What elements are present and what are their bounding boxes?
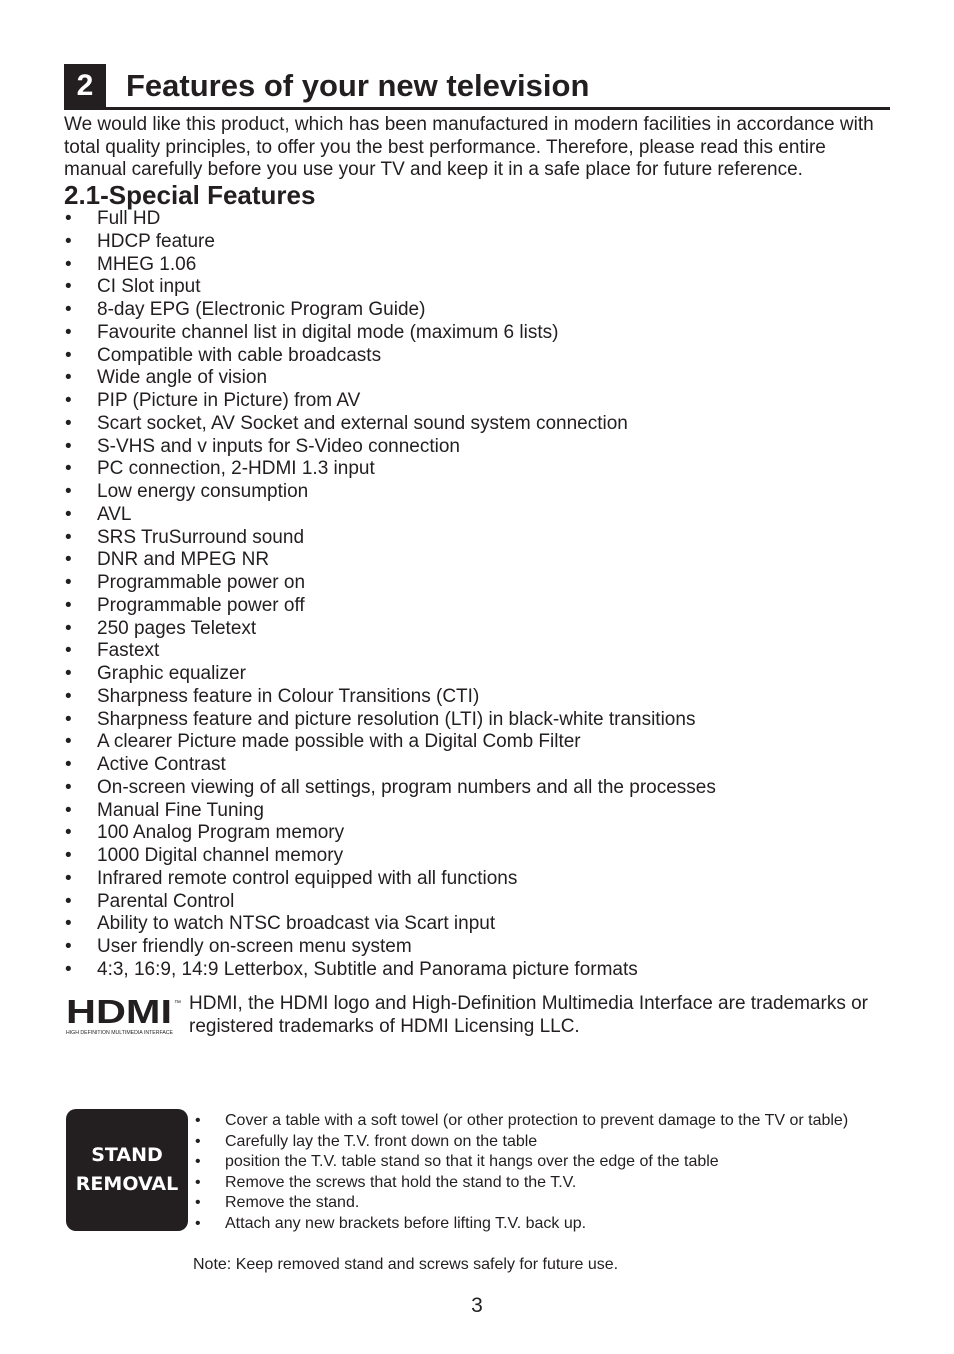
hdmi-logo xyxy=(66,996,182,1036)
bullet-icon: • xyxy=(65,958,72,980)
bullet-icon: • xyxy=(65,731,72,753)
bullet-icon: • xyxy=(65,890,72,912)
feature-item xyxy=(64,390,716,413)
bullet-icon: • xyxy=(65,412,72,434)
feature-item-text: 8-day EPG (Electronic Program Guide) xyxy=(97,299,426,320)
bullet-icon: • xyxy=(65,503,72,525)
stand-removal-step xyxy=(193,1152,883,1173)
feature-item xyxy=(64,254,716,277)
feature-item xyxy=(64,276,716,299)
page-number: 3 xyxy=(471,1294,483,1317)
stand-removal-step-text: Attach any new brackets before lifting T.V. back up. xyxy=(225,1214,587,1232)
bullet-icon: • xyxy=(65,481,72,502)
stand-removal-step-text: Cover a table with a soft towel (or other protection to prevent damage to the TV or table) xyxy=(225,1112,849,1129)
feature-item xyxy=(64,299,716,322)
stand-removal-step xyxy=(193,1132,883,1153)
stand-removal-badge xyxy=(66,1109,188,1231)
feature-item xyxy=(64,458,716,481)
bullet-icon: • xyxy=(65,572,72,593)
feature-item-text: Programmable power off xyxy=(97,594,305,616)
feature-item-text: Fastext xyxy=(97,640,160,662)
bullet-icon: • xyxy=(65,754,72,775)
feature-item-text: User friendly on-screen menu system xyxy=(97,936,412,957)
section-number: 2 xyxy=(64,64,106,108)
bullet-icon: • xyxy=(65,253,72,275)
bullet-icon: • xyxy=(65,867,72,889)
bullet-icon: • xyxy=(65,594,72,616)
feature-item xyxy=(64,595,716,618)
bullet-icon: • xyxy=(65,321,72,343)
feature-item xyxy=(64,686,716,709)
stand-removal-steps xyxy=(193,1111,883,1234)
feature-item xyxy=(64,936,716,959)
stand-removal-step xyxy=(193,1193,883,1214)
feature-item-text: MHEG 1.06 xyxy=(97,253,197,275)
bullet-icon: • xyxy=(65,458,72,480)
feature-item-text: A clearer Picture made possible with a Digital Comb Filter xyxy=(97,731,581,753)
bullet-icon: • xyxy=(65,708,72,730)
section-title: Features of your new television xyxy=(126,68,590,103)
stand-removal-step-text: position the T.V. table stand so that it hangs over the edge of the table xyxy=(225,1153,719,1170)
feature-item-text: S-VHS and v inputs for S-Video connection xyxy=(97,435,460,457)
feature-item xyxy=(64,663,716,686)
feature-item-text: 100 Analog Program memory xyxy=(97,822,345,844)
feature-item-text: Manual Fine Tuning xyxy=(97,799,264,821)
feature-item xyxy=(64,754,716,777)
feature-item-text: 1000 Digital channel memory xyxy=(97,845,344,866)
bullet-icon: • xyxy=(195,1132,201,1150)
bullet-icon: • xyxy=(65,617,72,639)
bullet-icon: • xyxy=(65,685,72,707)
feature-item xyxy=(64,208,716,231)
bullet-icon: • xyxy=(65,799,72,821)
feature-item xyxy=(64,504,716,527)
feature-item xyxy=(64,731,716,754)
feature-item xyxy=(64,549,716,572)
hdmi-logo-tm: ™ xyxy=(174,1000,181,1007)
feature-item xyxy=(64,822,716,845)
bullet-icon: • xyxy=(65,845,72,866)
feature-item-text: Programmable power on xyxy=(97,572,306,593)
feature-item-text: Low energy consumption xyxy=(97,481,309,502)
bullet-icon: • xyxy=(65,367,72,389)
bullet-icon: • xyxy=(65,208,72,229)
feature-item-text: Wide angle of vision xyxy=(97,367,268,389)
feature-item xyxy=(64,572,716,595)
feature-item-text: On-screen viewing of all settings, program numbers and all the processes xyxy=(97,776,716,798)
bullet-icon: • xyxy=(195,1112,201,1129)
bullet-icon: • xyxy=(65,776,72,798)
feature-item xyxy=(64,709,716,732)
feature-item-text: Sharpness feature and picture resolution (LTI) in black-white transitions xyxy=(97,708,696,730)
bullet-icon: • xyxy=(65,276,72,298)
feature-item xyxy=(64,891,716,914)
feature-item xyxy=(64,640,716,663)
bullet-icon: • xyxy=(65,663,72,684)
feature-item xyxy=(64,436,716,459)
feature-item xyxy=(64,527,716,550)
feature-item-text: Graphic equalizer xyxy=(97,663,246,684)
stand-removal-badge-line2: REMOVAL xyxy=(75,1173,179,1195)
stand-removal-step xyxy=(193,1111,883,1132)
stand-removal-step xyxy=(193,1173,883,1194)
intro-paragraph: We would like this product, which has been manufactured in modern facilities in accordance with total quality principles, to offer you the best performance. Therefore, please read this entire manual carefully before you use your TV and keep it in a safe place for future reference. xyxy=(64,114,874,180)
section-header xyxy=(64,64,890,110)
feature-item xyxy=(64,959,716,982)
feature-item-text: Compatible with cable broadcasts xyxy=(97,344,382,366)
special-features-list xyxy=(64,208,716,982)
bullet-icon: • xyxy=(65,913,72,935)
stand-removal-badge-line1: STAND xyxy=(91,1144,163,1166)
feature-item-text: Active Contrast xyxy=(97,754,226,775)
bullet-icon: • xyxy=(65,640,72,662)
bullet-icon: • xyxy=(65,344,72,366)
feature-item xyxy=(64,481,716,504)
feature-item-text: CI Slot input xyxy=(97,276,201,298)
hdmi-trademark-note: HDMI, the HDMI logo and High-Definition Multimedia Interface are trademarks or registered trademarks of HDMI Licensing LLC. xyxy=(189,993,868,1037)
feature-item-text: 250 pages Teletext xyxy=(97,617,257,639)
bullet-icon: • xyxy=(65,549,72,571)
bullet-icon: • xyxy=(195,1153,201,1170)
stand-removal-note: Note: Keep removed stand and screws safely for future use. xyxy=(193,1256,619,1273)
feature-item-text: Favourite channel list in digital mode (maximum 6 lists) xyxy=(97,321,559,343)
feature-item-text: DNR and MPEG NR xyxy=(97,549,270,571)
feature-item-text: 4:3, 16:9, 14:9 Letterbox, Subtitle and Panorama picture formats xyxy=(97,958,638,980)
feature-item xyxy=(64,777,716,800)
feature-item-text: Scart socket, AV Socket and external sound system connection xyxy=(97,412,628,434)
bullet-icon: • xyxy=(195,1214,201,1232)
bullet-icon: • xyxy=(195,1194,201,1211)
feature-item xyxy=(64,913,716,936)
feature-item xyxy=(64,367,716,390)
feature-item xyxy=(64,845,716,868)
bullet-icon: • xyxy=(65,230,72,252)
feature-item xyxy=(64,868,716,891)
feature-item-text: Parental Control xyxy=(97,890,235,912)
stand-removal-step-text: Carefully lay the T.V. front down on the table xyxy=(225,1132,538,1150)
stand-removal-step-text: Remove the screws that hold the stand to the T.V. xyxy=(225,1173,577,1191)
stand-removal-step-text: Remove the stand. xyxy=(225,1194,360,1211)
bullet-icon: • xyxy=(65,526,72,548)
feature-item xyxy=(64,345,716,368)
feature-item-text: Sharpness feature in Colour Transitions (CTI) xyxy=(97,685,480,707)
bullet-icon: • xyxy=(195,1173,201,1191)
bullet-icon: • xyxy=(65,390,72,411)
bullet-icon: • xyxy=(65,435,72,457)
feature-item xyxy=(64,618,716,641)
bullet-icon: • xyxy=(65,936,72,957)
feature-item-text: AVL xyxy=(97,503,132,525)
feature-item-text: PIP (Picture in Picture) from AV xyxy=(97,390,361,411)
stand-removal-step xyxy=(193,1214,883,1235)
feature-item xyxy=(64,800,716,823)
feature-item xyxy=(64,231,716,254)
feature-item-text: Full HD xyxy=(97,208,161,229)
special-features-title: 2.1-Special Features xyxy=(64,180,316,210)
hdmi-logo-wordmark: HDMI xyxy=(66,996,172,1030)
bullet-icon: • xyxy=(65,299,72,320)
feature-item-text: SRS TruSurround sound xyxy=(97,526,305,548)
feature-item-text: PC connection, 2-HDMI 1.3 input xyxy=(97,458,375,480)
feature-item xyxy=(64,322,716,345)
feature-item-text: HDCP feature xyxy=(97,230,215,252)
feature-item xyxy=(64,413,716,436)
feature-item-text: Infrared remote control equipped with all functions xyxy=(97,867,518,889)
bullet-icon: • xyxy=(65,822,72,844)
hdmi-logo-tagline: HIGH DEFINITION MULTIMEDIA INTERFACE xyxy=(66,1030,174,1036)
feature-item-text: Ability to watch NTSC broadcast via Scart input xyxy=(97,913,496,935)
